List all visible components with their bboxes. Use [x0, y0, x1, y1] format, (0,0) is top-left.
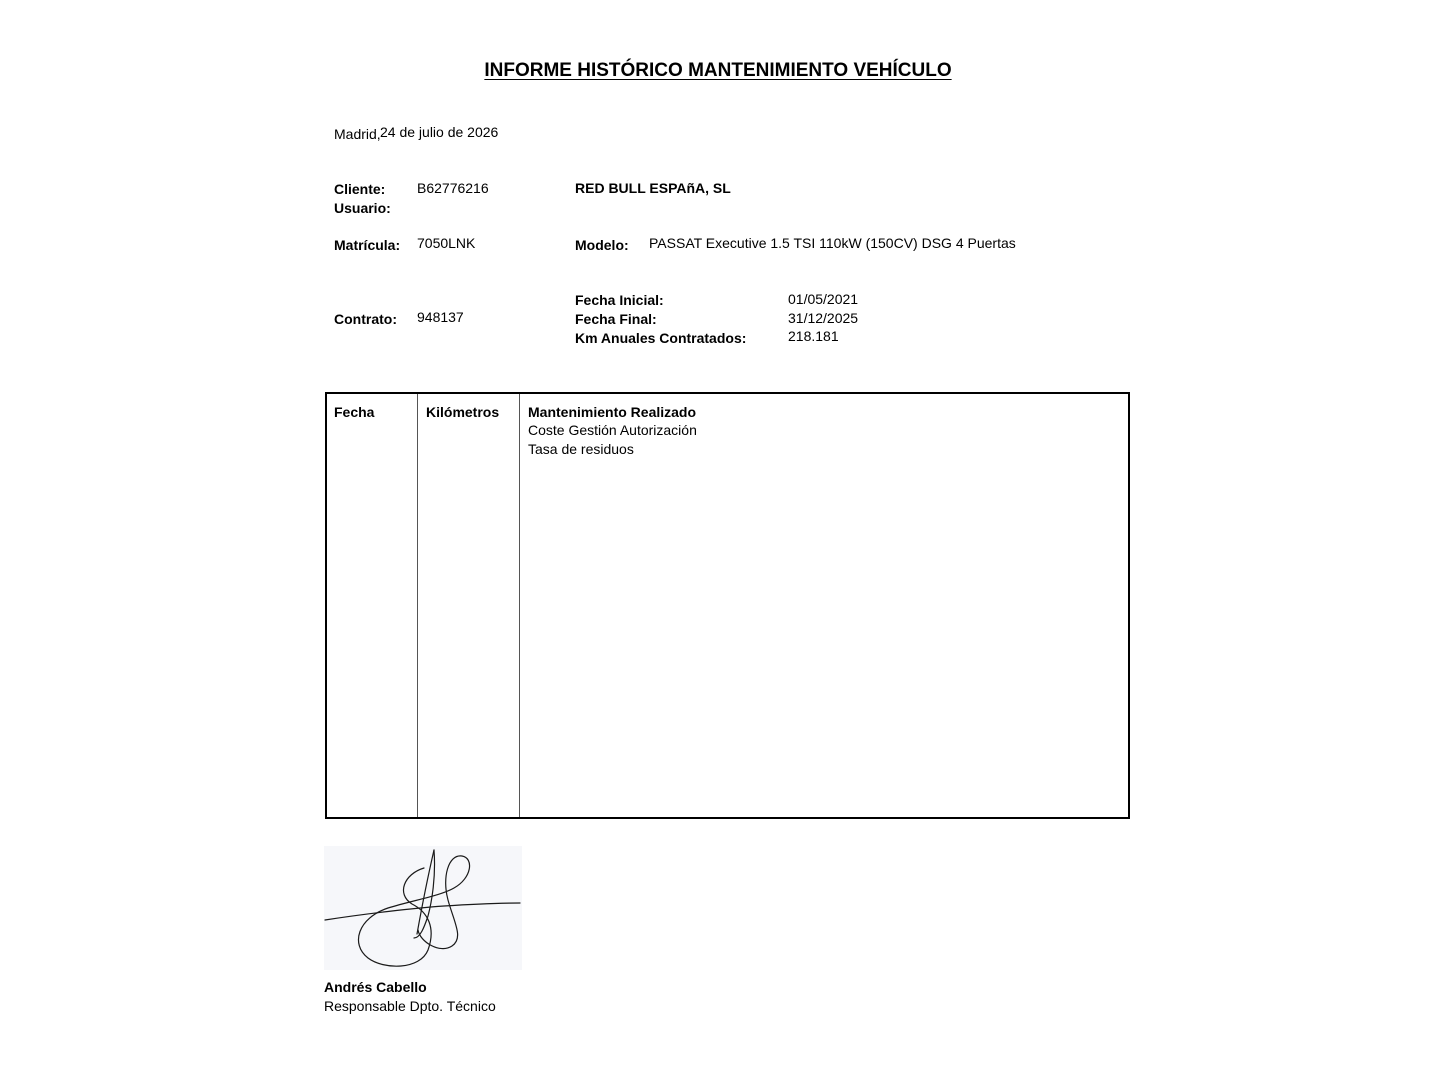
usuario-label: Usuario: [334, 200, 391, 216]
maintenance-item: Tasa de residuos [528, 441, 634, 457]
document-title: INFORME HISTÓRICO MANTENIMIENTO VEHÍCULO [484, 60, 952, 81]
modelo-value: PASSAT Executive 1.5 TSI 110kW (150CV) DSG 4 Puertas [649, 235, 1016, 251]
report-date: 24 de julio de 2026 [380, 124, 499, 140]
column-divider [519, 394, 520, 817]
fecha-final-value: 31/12/2025 [788, 310, 859, 326]
header-kilometros: Kilómetros [426, 404, 500, 420]
fecha-inicial-label: Fecha Inicial: [575, 292, 664, 308]
modelo-label: Modelo: [575, 237, 629, 253]
fecha-final-label: Fecha Final: [575, 311, 657, 327]
header-mantenimiento: Mantenimiento Realizado [528, 404, 697, 420]
column-divider [417, 394, 418, 817]
matricula-value: 7050LNK [417, 235, 476, 251]
cliente-label: Cliente: [334, 181, 386, 197]
signatory-role: Responsable Dpto. Técnico [324, 998, 496, 1014]
contrato-label: Contrato: [334, 311, 397, 327]
signatory-name: Andrés Cabello [324, 979, 427, 995]
header-fecha: Fecha [334, 404, 375, 420]
place-label: Madrid, [334, 126, 381, 142]
cliente-value: B62776216 [417, 180, 489, 196]
matricula-label: Matrícula: [334, 237, 401, 253]
fecha-inicial-value: 01/05/2021 [788, 291, 859, 307]
km-label: Km Anuales Contratados: [575, 330, 747, 346]
km-value: 218.181 [788, 328, 839, 344]
signature-image [324, 846, 522, 970]
maintenance-table [325, 392, 1130, 819]
contrato-value: 948137 [417, 309, 464, 325]
maintenance-item: Coste Gestión Autorización [528, 422, 697, 438]
company-name: RED BULL ESPAñA, SL [575, 180, 731, 196]
